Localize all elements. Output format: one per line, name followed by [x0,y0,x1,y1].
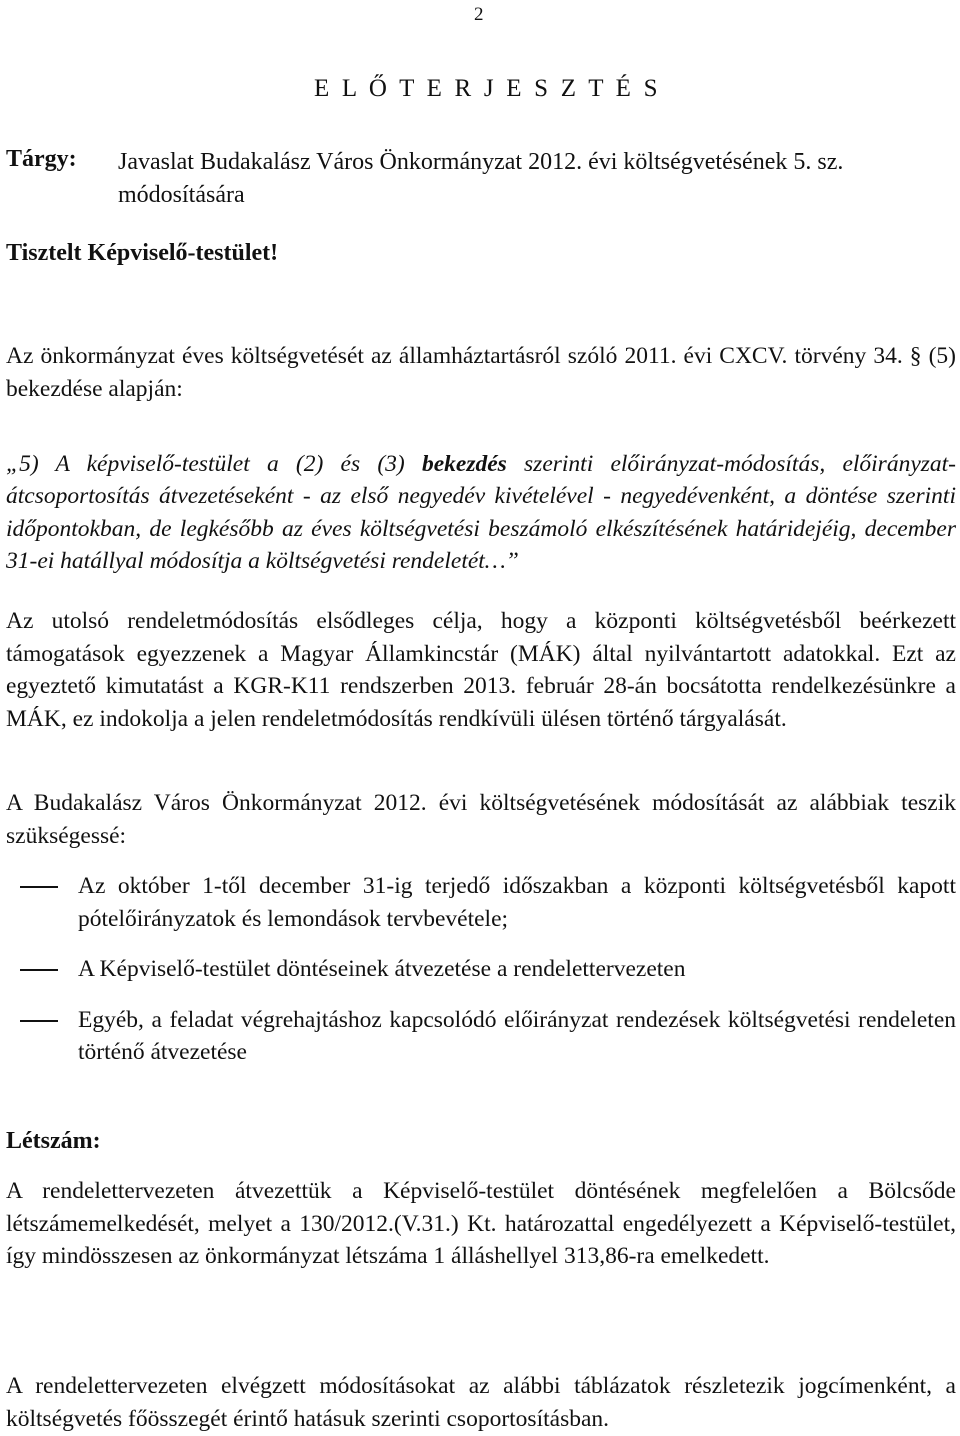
reasons-intro-paragraph: A Budakalász Város Önkormányzat 2012. évi költségvetésének módosítását az alábbiak teszik szükségessé: [6,790,956,849]
list-item [6,953,956,986]
intro-paragraph: Az önkormányzat éves költségvetését az államháztartásról szóló 2011. évi CXCV. törvény 34. § (5) bekezdése alapján: [6,343,956,402]
list-item [6,1004,956,1069]
list-item-text: A Képviselő-testület döntéseinek átvezetése a rendelettervezeten [78,956,686,982]
dash-bullet-icon [20,1020,58,1022]
subject-text: Javaslat Budakalász Város Önkormányzat 2012. évi költségvetésének 5. sz. módosítására [118,149,844,208]
subject-label: Tárgy: [6,146,77,172]
purpose-paragraph: Az utolsó rendeletmódosítás elsődleges célja, hogy a központi költségvetésből beérkezett támogatások egyezzenek a Magyar Államkincstár (MÁK) által nyilvántartott adatokkal. Ezt az egyeztető kimutatást a KGR-K11 rendszerben 2013. február 28-án bocsátotta rendelkezésünkre a MÁK, ez indokolja a jelen rendeletmódosítás rendkívüli ülésen történő tárgyalását. [6,608,956,732]
tables-intro-paragraph: A rendelettervezeten elvégzett módosításokat az alábbi táblázatok részletezik jogcímenként, a költségvetés főösszegét érintő hatásuk szerinti csoportosításban. [6,1373,956,1432]
list-item [6,870,956,935]
dash-bullet-icon [20,969,58,971]
salutation: Tisztelt Képviselő-testület! [6,240,279,266]
headcount-heading: Létszám: [6,1128,101,1154]
document-title: E L Ő T E R J E S Z T É S [314,75,661,102]
dash-bullet-icon [20,886,58,888]
quote-part-2: szerinti előirányzat-módosítás, előirányzat-átcsoportosítás átvezetéseként - az első negyedév kivételével - negyedévenként, a döntése szerinti időpontokban, de legkésőbb az éves költségvetési beszámoló elkészítésének határidejéig, december 31-ei hatállyal módosítja a költségvetési rendeletét…” [6,450,957,574]
list-item-text: Egyéb, a feladat végrehajtáshoz kapcsolódó előirányzat rendezések költségvetési rendeleten történő átvezetése [78,1006,956,1065]
quote-part-1: „5) A képviselő-testület a (2) és (3) [6,450,422,477]
reasons-list [6,870,956,1087]
law-quote [6,448,956,578]
list-item-text: Az október 1-től december 31-ig terjedő időszakban a központi költségvetésből kapott pótelőirányzatok és lemondások tervbevétele; [78,873,956,932]
page-number: 2 [474,4,484,25]
quote-bold-word: bekezdés [421,450,507,477]
headcount-paragraph: A rendelettervezeten átvezettük a Képviselő-testület döntésének megfelelően a Bölcsőde létszámemelkedését, melyet a 130/2012.(V.31.) Kt. határozattal engedélyezett a Képviselő-testület, így mindösszesen az önkormányzat létszáma 1 álláshellyel 313,86-ra emelkedett. [6,1178,956,1269]
